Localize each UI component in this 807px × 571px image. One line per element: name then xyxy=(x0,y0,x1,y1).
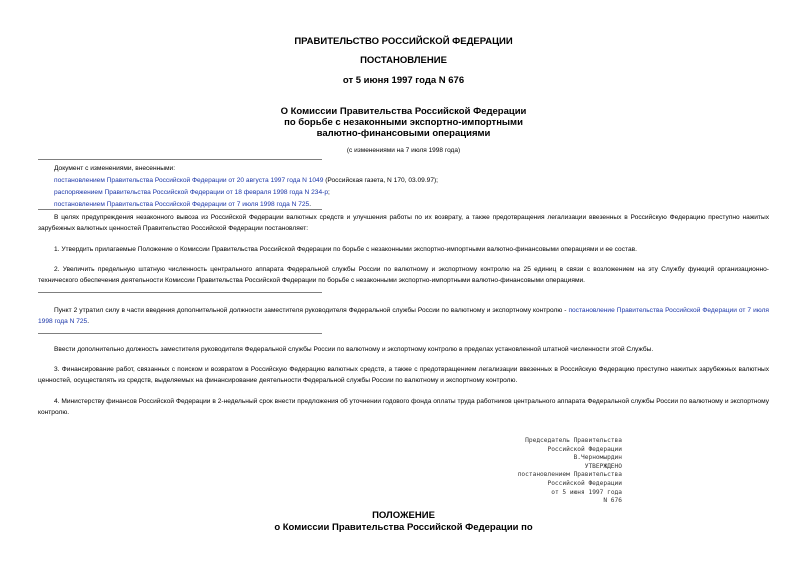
preamble-paragraph: В целях предупреждения незаконного вывоза из Российской Федерации валютных средств и улучшения работы по их возврату, а также предотвращения легализации ввезенных в Российскую Федерацию преступно нажитых зарубежных валютных ценностей Правительство Российской Федерации постановляет: xyxy=(38,214,769,232)
approval-line-1: УТВЕРЖДЕНО xyxy=(584,462,622,470)
signature-line-2: Российской Федерации xyxy=(547,445,622,453)
approval-line-5: N 676 xyxy=(603,497,622,505)
change-item-2 xyxy=(54,187,438,199)
signature-line-3: В.Черномырдин xyxy=(573,454,622,462)
change-tail-3: . xyxy=(309,201,312,208)
change-link-2[interactable]: распоряжением Правительства Российской Федерации от 18 февраля 1998 года N 234-р xyxy=(54,189,328,196)
paragraph-3: 3. Финансирование работ, связанных с поиском и возвратом в Российскую Федерацию валютных средств, а также с предотвращением легализации ввезенных в Российскую Федерацию преступно нажитых зарубежных валютных ценностей, осуществлять из средств, выделяемых на финансирование деятельности Федеральной службы России по валютному и экспортному контролю. xyxy=(38,366,769,384)
document-date-number: от 5 июня 1997 года N 676 xyxy=(342,75,465,86)
lost-force-tail: . xyxy=(87,318,90,325)
signature-block xyxy=(430,437,622,506)
lost-force-text: Пункт 2 утратил силу в части введения дополнительной должности заместителя руководителя Федеральной службы России по валютному и экспортному контролю - xyxy=(54,307,569,314)
change-tail-2: ; xyxy=(328,189,330,196)
approval-line-2: постановлением Правительства xyxy=(517,471,622,479)
change-tail-1: (Российская газета, N 170, 03.09.97); xyxy=(323,177,439,184)
approval-line-4: от 5 июня 1997 года xyxy=(551,488,622,496)
divider-lost-force-start xyxy=(38,292,322,293)
changes-intro: Документ с изменениями, внесенными: xyxy=(54,165,176,172)
paragraph-1: 1. Утвердить прилагаемые Положение о Комиссии Правительства Российской Федерации по борьбе с незаконными экспортно-импортными валютно-финансовыми операциями и ее состав. xyxy=(54,246,637,253)
paragraph-4: 4. Министерству финансов Российской Федерации в 2-недельный срок внести предложения об уточнении годового фонда оплаты труда работников центрального аппарата Федеральной службы России по валютному и экспортному контролю. xyxy=(38,398,769,416)
document-type: ПОСТАНОВЛЕНИЕ xyxy=(360,55,447,66)
divider-top xyxy=(38,159,322,160)
change-item-1 xyxy=(54,175,438,187)
approval-line-3: Российской Федерации xyxy=(547,479,622,487)
lost-force-note xyxy=(38,305,769,327)
appendix-subtitle: о Комиссии Правительства Российской Федерации по xyxy=(274,522,533,533)
divider-changes-end xyxy=(38,209,322,210)
change-link-1[interactable]: постановлением Правительства Российской Федерации от 20 августа 1997 года N 1049 xyxy=(54,177,324,184)
appendix-title: ПОЛОЖЕНИЕ xyxy=(372,510,435,521)
amendments-note: (с изменениями на 7 июля 1998 года) xyxy=(346,147,461,154)
document-title-line-3: валютно-финансовыми операциями xyxy=(316,128,491,139)
lost-force-link[interactable]: постановление Правительства Российской Федерации от 7 июля 1998 года N 725 xyxy=(38,307,769,325)
divider-lost-force-end xyxy=(38,333,322,334)
document-title-line-2: по борьбе с незаконными экспортно-импортными xyxy=(284,117,523,128)
government-heading: ПРАВИТЕЛЬСТВО РОССИЙСКОЙ ФЕДЕРАЦИИ xyxy=(294,36,513,47)
change-link-3[interactable]: постановлением Правительства Российской Федерации от 7 июля 1998 года N 725 xyxy=(54,201,310,208)
paragraph-2: 2. Увеличить предельную штатную численность центрального аппарата Федеральной службы России по валютному и экспортному контролю на 25 единиц в связи с возложением на эту Службу функций организационно-технического обеспечения деятельности Комиссии Правительства Российской Федерации по борьбе с незаконными экспортно-импортными валютно-финансовыми операциями. xyxy=(38,266,769,284)
document-title-line-1: О Комиссии Правительства Российской Федерации xyxy=(280,106,527,117)
signature-line-1: Председатель Правительства xyxy=(525,437,622,444)
changes-block xyxy=(54,163,438,211)
paragraph-2b: Ввести дополнительно должность заместителя руководителя Федеральной службы России по валютному и экспортному контролю в пределах установленной штатной численности этой Службы. xyxy=(54,346,654,353)
